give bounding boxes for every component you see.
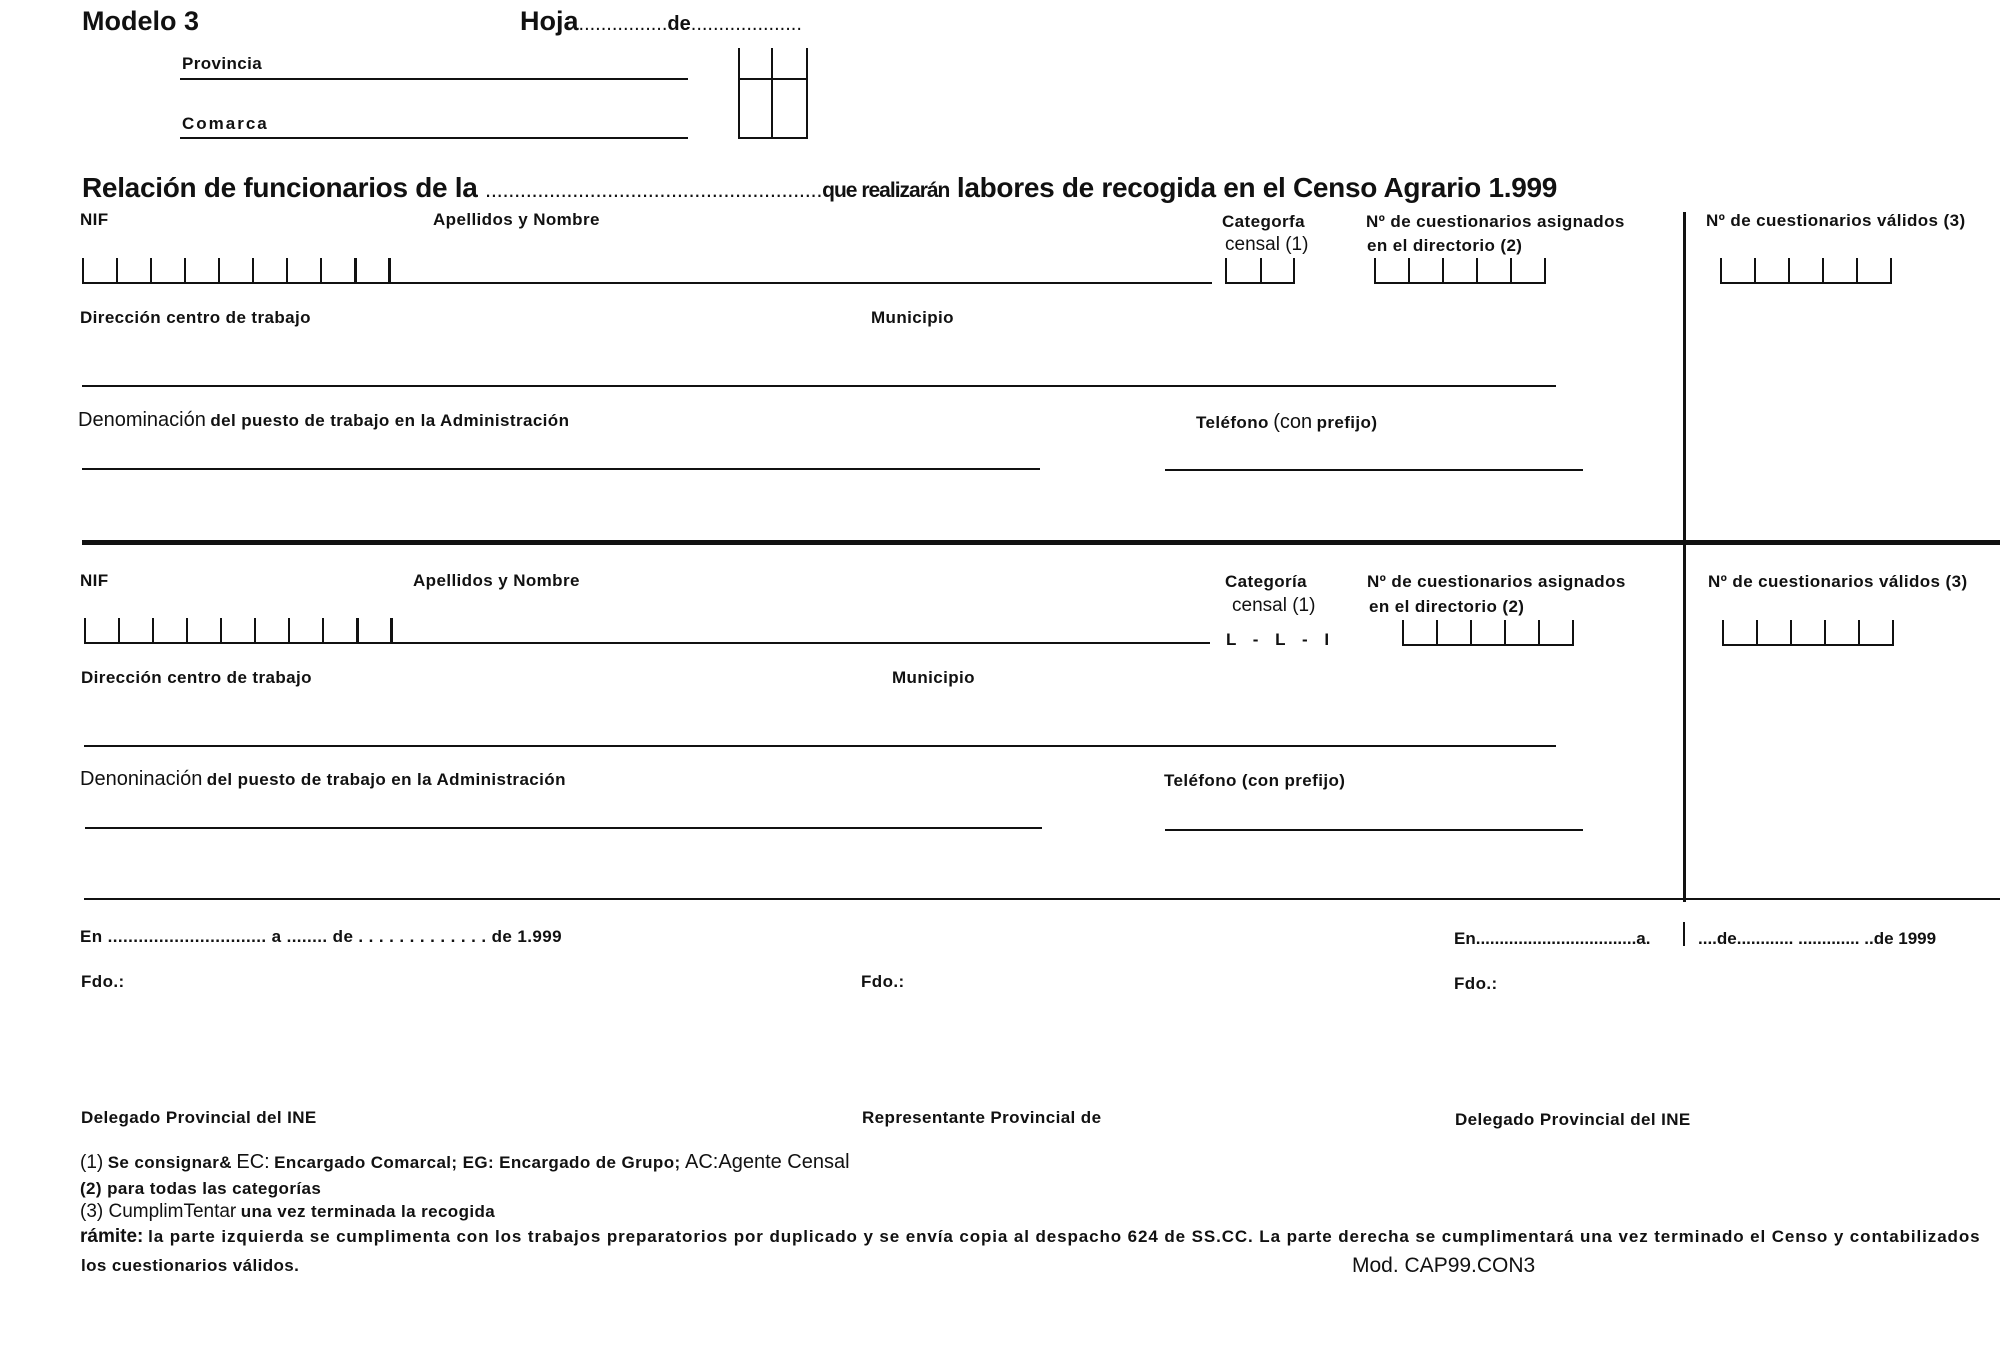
code-grid[interactable] <box>738 48 808 139</box>
categoria-sublabel: censal (1) <box>1225 234 1309 255</box>
fdo-left[interactable]: Fdo.: <box>81 972 125 991</box>
telefono-label-2: Teléfono (con prefijo) <box>1164 771 1346 790</box>
asignados-label: Nº de cuestionarios asignados <box>1366 212 1625 231</box>
asignados-sublabel-2: en el directorio (2) <box>1369 597 1525 616</box>
telefono-label: Teléfono (con prefijo) <box>1196 411 1378 433</box>
nif-label: NIF <box>80 210 109 229</box>
record-separator <box>82 540 2000 545</box>
comarca-label: Comarca <box>182 114 269 133</box>
center-role: Representante Provincial de <box>862 1108 1102 1127</box>
validos-label-2: Nº de cuestionarios válidos (3) <box>1708 572 1968 591</box>
comarca-field[interactable] <box>180 137 688 139</box>
record-separator-2 <box>84 898 2000 900</box>
categoria-sublabel-2: censal (1) <box>1232 595 1316 616</box>
direccion-label-2: Dirección centro de trabajo <box>81 668 312 687</box>
denominacion-label: Denominación del puesto de trabajo en la Administración <box>78 409 570 431</box>
form-title: Relación de funcionarios de la ..........................................................que realizarán labores de recogida en el Censo Agrario 1.999 <box>82 172 1558 203</box>
right-date-place[interactable]: En..................................a. <box>1454 929 1651 948</box>
left-role: Delegado Provincial del INE <box>81 1108 317 1127</box>
hoja-label: Hoja................de.................... <box>520 6 802 36</box>
nif-label-2: NIF <box>80 571 109 590</box>
tramite-note: rámite: la parte izquierda se cumplimenta con los trabajos preparatorios por duplicado y se envía copia al despacho 624 de SS.CC. La parte derecha se cumplimentará una vez terminado el Censo y contabilizados <box>80 1226 1981 1247</box>
categoria-label: Categorfa <box>1222 212 1305 231</box>
municipio-label: Municipio <box>871 308 954 327</box>
tramite-note-end: los cuestionarios válidos. <box>81 1256 300 1275</box>
note-1: (1) Se consignar& EC: Encargado Comarcal; EG: Encargado de Grupo; AC:Agente Censal <box>80 1151 850 1173</box>
validos-label: Nº de cuestionarios válidos (3) <box>1706 211 1966 230</box>
code-grid-midline <box>738 78 806 80</box>
note-2: (2) para todas las categorías <box>80 1179 322 1198</box>
nombre-label: Apellidos y Nombre <box>433 210 600 229</box>
asignados-field[interactable] <box>1374 258 1546 284</box>
provincia-field[interactable] <box>180 78 688 80</box>
asignados-field-2[interactable] <box>1402 620 1574 646</box>
direccion-label: Dirección centro de trabajo <box>80 308 311 327</box>
nif-name-field-2[interactable] <box>84 618 1210 644</box>
date-divider <box>1683 922 1685 946</box>
note-3: (3) CumplimTentar una vez terminada la recogida <box>80 1201 496 1222</box>
telefono-field[interactable] <box>1165 469 1583 471</box>
nif-name-field[interactable] <box>82 258 1212 284</box>
right-date-day[interactable]: ....de............ ............. ..de 1999 <box>1698 929 1937 948</box>
direccion-field[interactable] <box>82 385 1556 387</box>
mod-code: Mod. CAP99.CON3 <box>1352 1254 1536 1277</box>
code-grid-divider <box>771 48 773 139</box>
asignados-sublabel: en el directorio (2) <box>1367 236 1523 255</box>
provincia-label: Provincia <box>182 54 263 73</box>
denominacion-field[interactable] <box>82 468 1040 470</box>
asignados-label-2: Nº de cuestionarios asignados <box>1367 572 1626 591</box>
validos-field[interactable] <box>1720 258 1892 284</box>
categoria-label-2: Categoría <box>1225 572 1308 591</box>
categoria-field[interactable] <box>1225 258 1295 284</box>
fdo-right[interactable]: Fdo.: <box>1454 974 1498 993</box>
denominacion-field-2[interactable] <box>85 827 1042 829</box>
left-date-line[interactable]: En ............................... a ........ de . . . . . . . . . . . . . de 1.999 <box>80 927 562 946</box>
right-role: Delegado Provincial del INE <box>1455 1110 1691 1129</box>
validos-field-2[interactable] <box>1722 620 1894 646</box>
right-divider <box>1683 212 1686 902</box>
telefono-field-2[interactable] <box>1165 829 1583 831</box>
categoria-field-2[interactable]: L - L - I <box>1226 630 1336 649</box>
denominacion-label-2: Denoninación del puesto de trabajo en la Administración <box>80 768 566 790</box>
municipio-label-2: Municipio <box>892 668 975 687</box>
model-title: Modelo 3 <box>82 6 200 36</box>
nombre-label-2: Apellidos y Nombre <box>413 571 580 590</box>
direccion-field-2[interactable] <box>84 745 1556 747</box>
fdo-center[interactable]: Fdo.: <box>861 972 905 991</box>
